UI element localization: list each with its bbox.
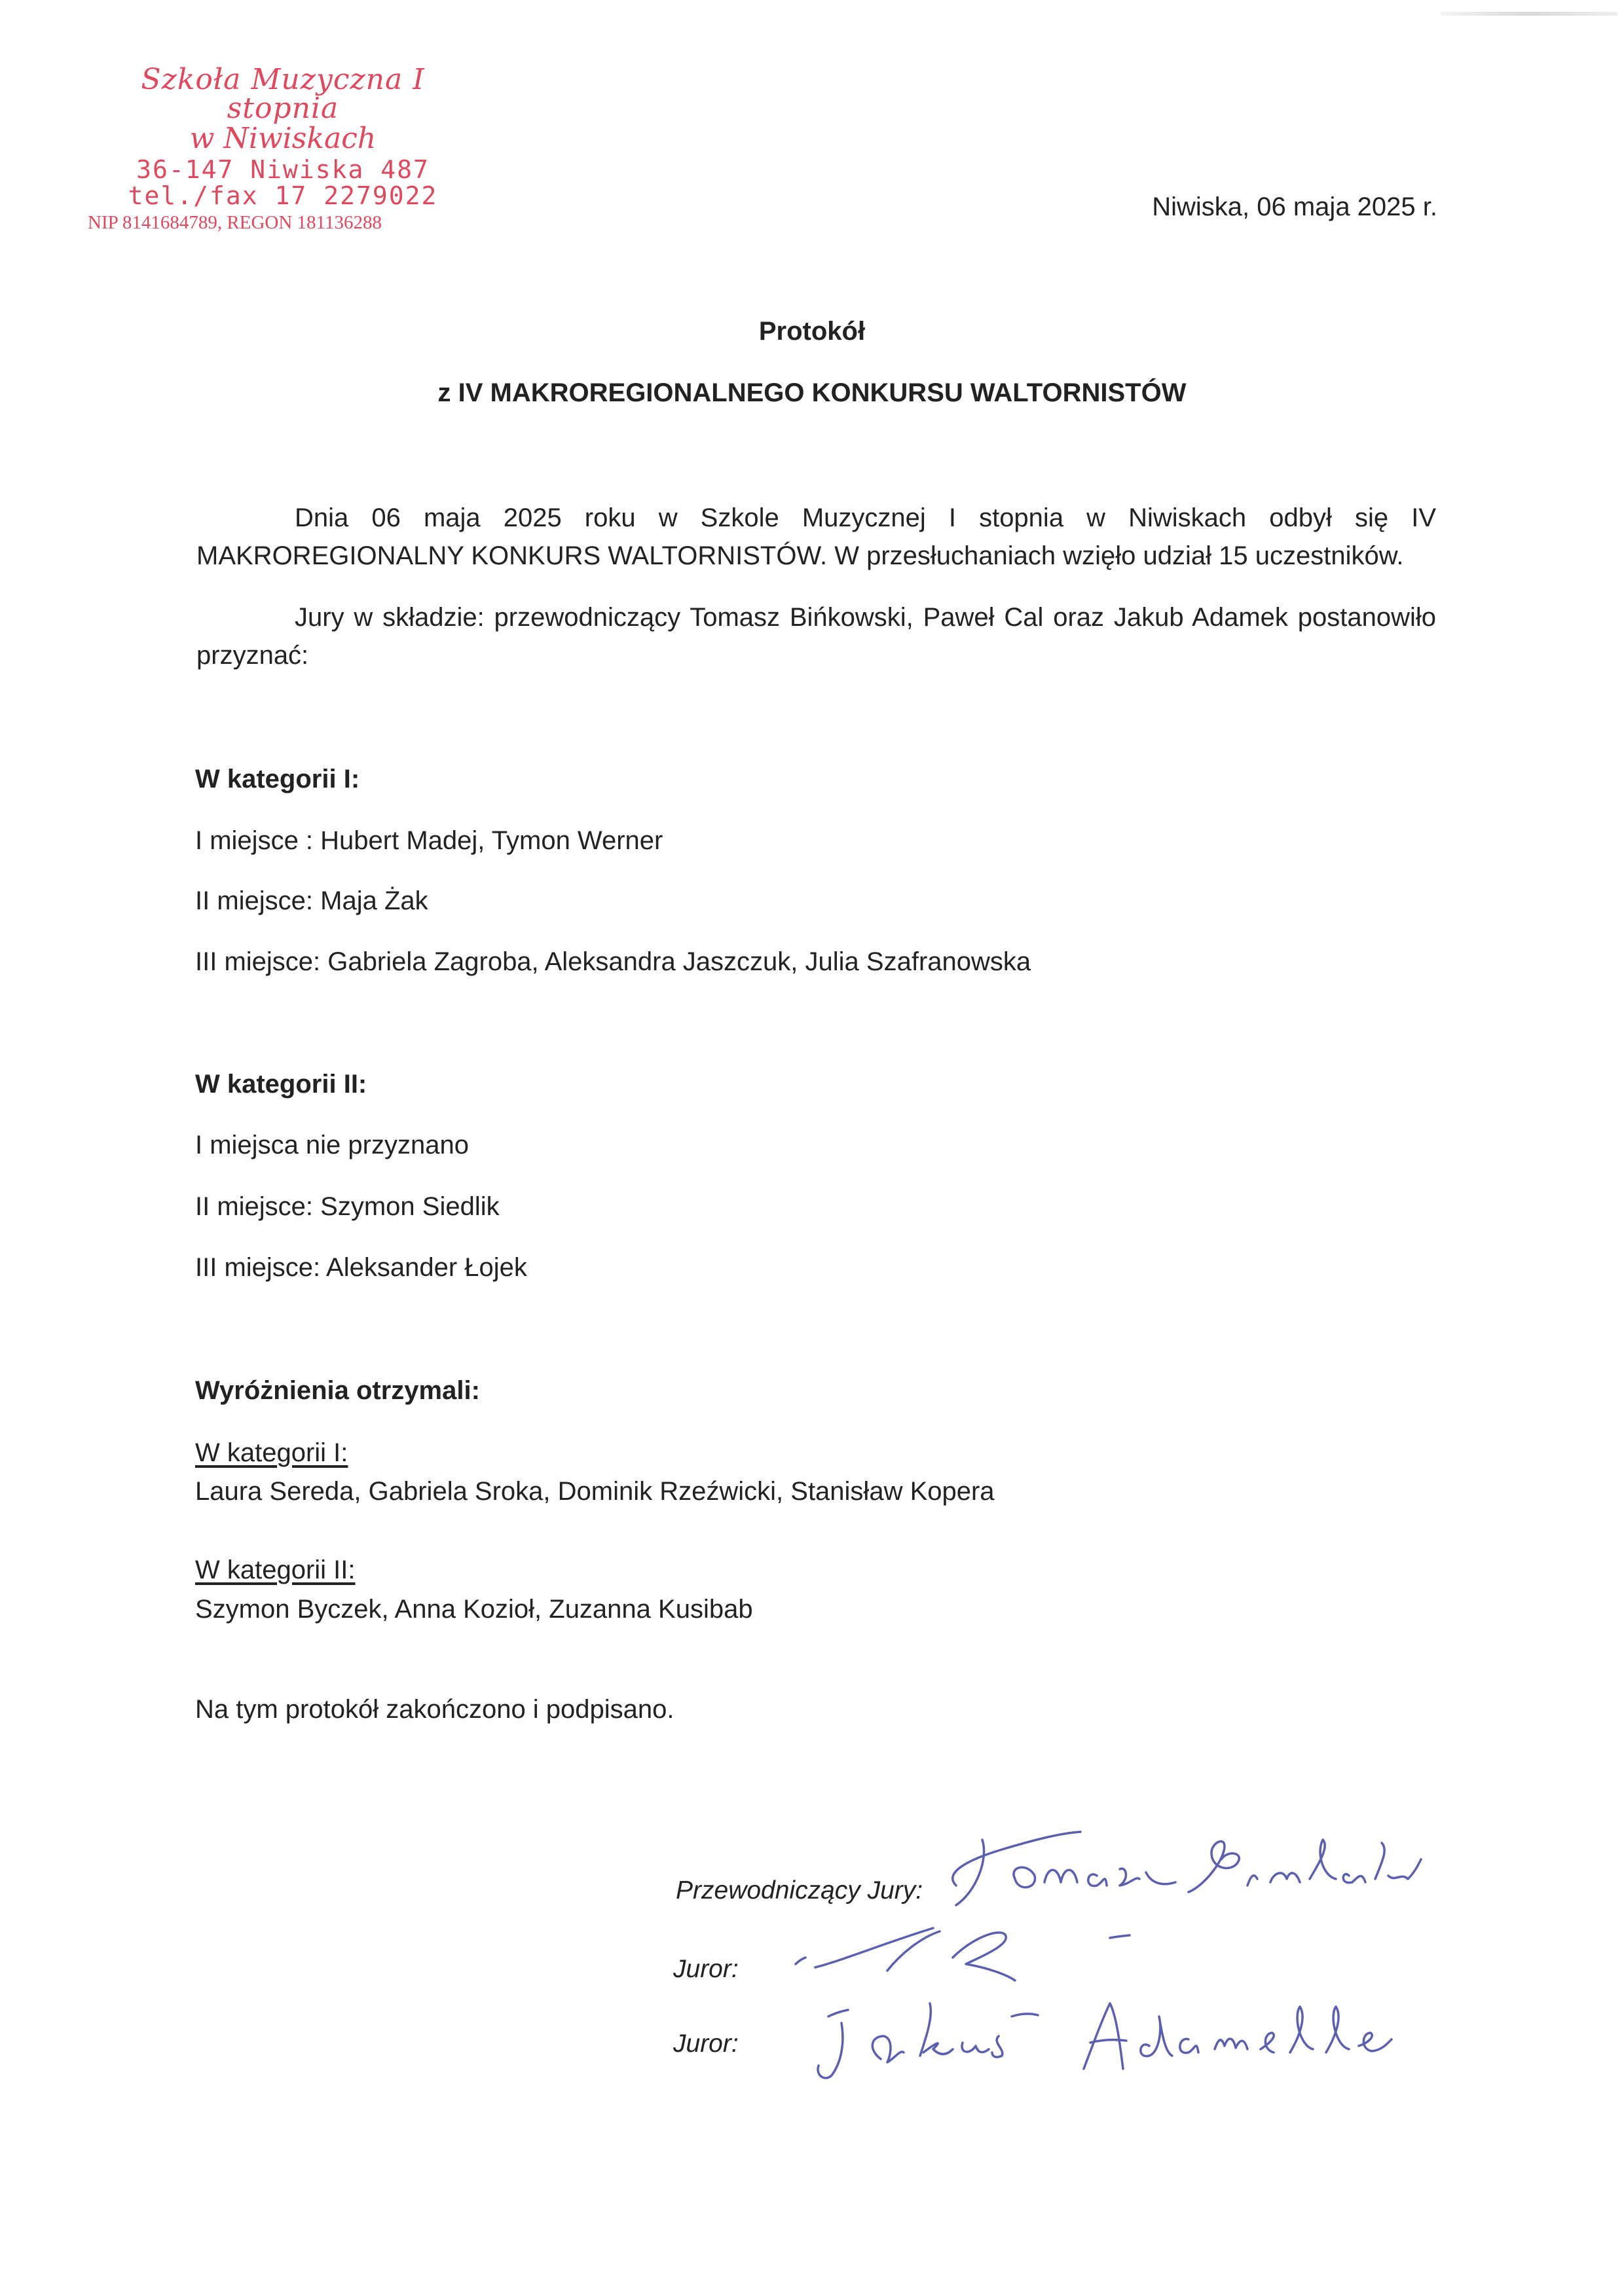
closing-statement: Na tym protokół zakończono i podpisano. <box>195 1695 674 1724</box>
intro-text: Dnia 06 maja 2025 roku w Szkole Muzycznej I stopnia w Niwiskach odbył się IV MAKROREGIONALNY KONKURS WALTORNISTÓW. W przesłuchaniach wzięło udział 15 uczestników. <box>196 503 1436 570</box>
chair-signature <box>930 1813 1428 1925</box>
stamp-location: w Niwiskach <box>189 122 377 155</box>
category1-place1: I miejsce : Hubert Madej, Tymon Werner <box>195 826 663 855</box>
category1-place2: II miejsce: Maja Żak <box>195 886 428 915</box>
category1-heading: W kategorii I: <box>195 765 360 793</box>
document-date: Niwiska, 06 maja 2025 r. <box>1152 192 1437 221</box>
honors-heading: Wyróżnienia otrzymali: <box>195 1376 480 1405</box>
school-stamp <box>86 65 479 232</box>
category2-place2: II miejsce: Szymon Siedlik <box>195 1192 500 1221</box>
stamp-phone: tel./fax 17 2279022 <box>128 181 438 210</box>
honors-category1-label: W kategorii I: <box>195 1438 348 1467</box>
stamp-address: 36-147 Niwiska 487 <box>136 155 430 184</box>
stamp-school-name: Szkoła Muzyczna I stopnia <box>141 63 425 125</box>
honors-category2-label: W kategorii II: <box>195 1556 356 1584</box>
category2-place3: III miejsce: Aleksander Łojek <box>195 1253 527 1282</box>
jury-paragraph <box>196 598 1436 674</box>
category1-place3: III miejsce: Gabriela Zagroba, Aleksandra Jaszczuk, Julia Szafranowska <box>195 947 1031 976</box>
scan-edge-mark <box>1441 12 1617 16</box>
intro-paragraph <box>196 499 1436 575</box>
jury-text: Jury w składzie: przewodniczący Tomasz Bińkowski, Paweł Cal oraz Jakub Adamek postanowiło przyznać: <box>196 603 1436 670</box>
document-title: Protokół <box>758 317 866 346</box>
chair-label: Przewodniczący Jury: <box>676 1876 923 1904</box>
juror2-signature <box>796 1977 1405 2102</box>
juror2-label: Juror: <box>673 2030 739 2058</box>
document-subtitle: z IV MAKROREGIONALNEGO KONKURSU WALTORNISTÓW <box>437 378 1187 407</box>
category2-heading: W kategorii II: <box>195 1070 367 1099</box>
juror1-label: Juror: <box>673 1955 739 1983</box>
honors-category1-names: Laura Sereda, Gabriela Sroka, Dominik Rzeźwicki, Stanisław Kopera <box>195 1477 995 1506</box>
honors-category2-names: Szymon Byczek, Anna Kozioł, Zuzanna Kusibab <box>195 1595 753 1624</box>
stamp-ids: NIP 8141684789, REGON 181136288 <box>88 212 382 233</box>
category2-place1: I miejsca nie przyznano <box>195 1131 469 1159</box>
